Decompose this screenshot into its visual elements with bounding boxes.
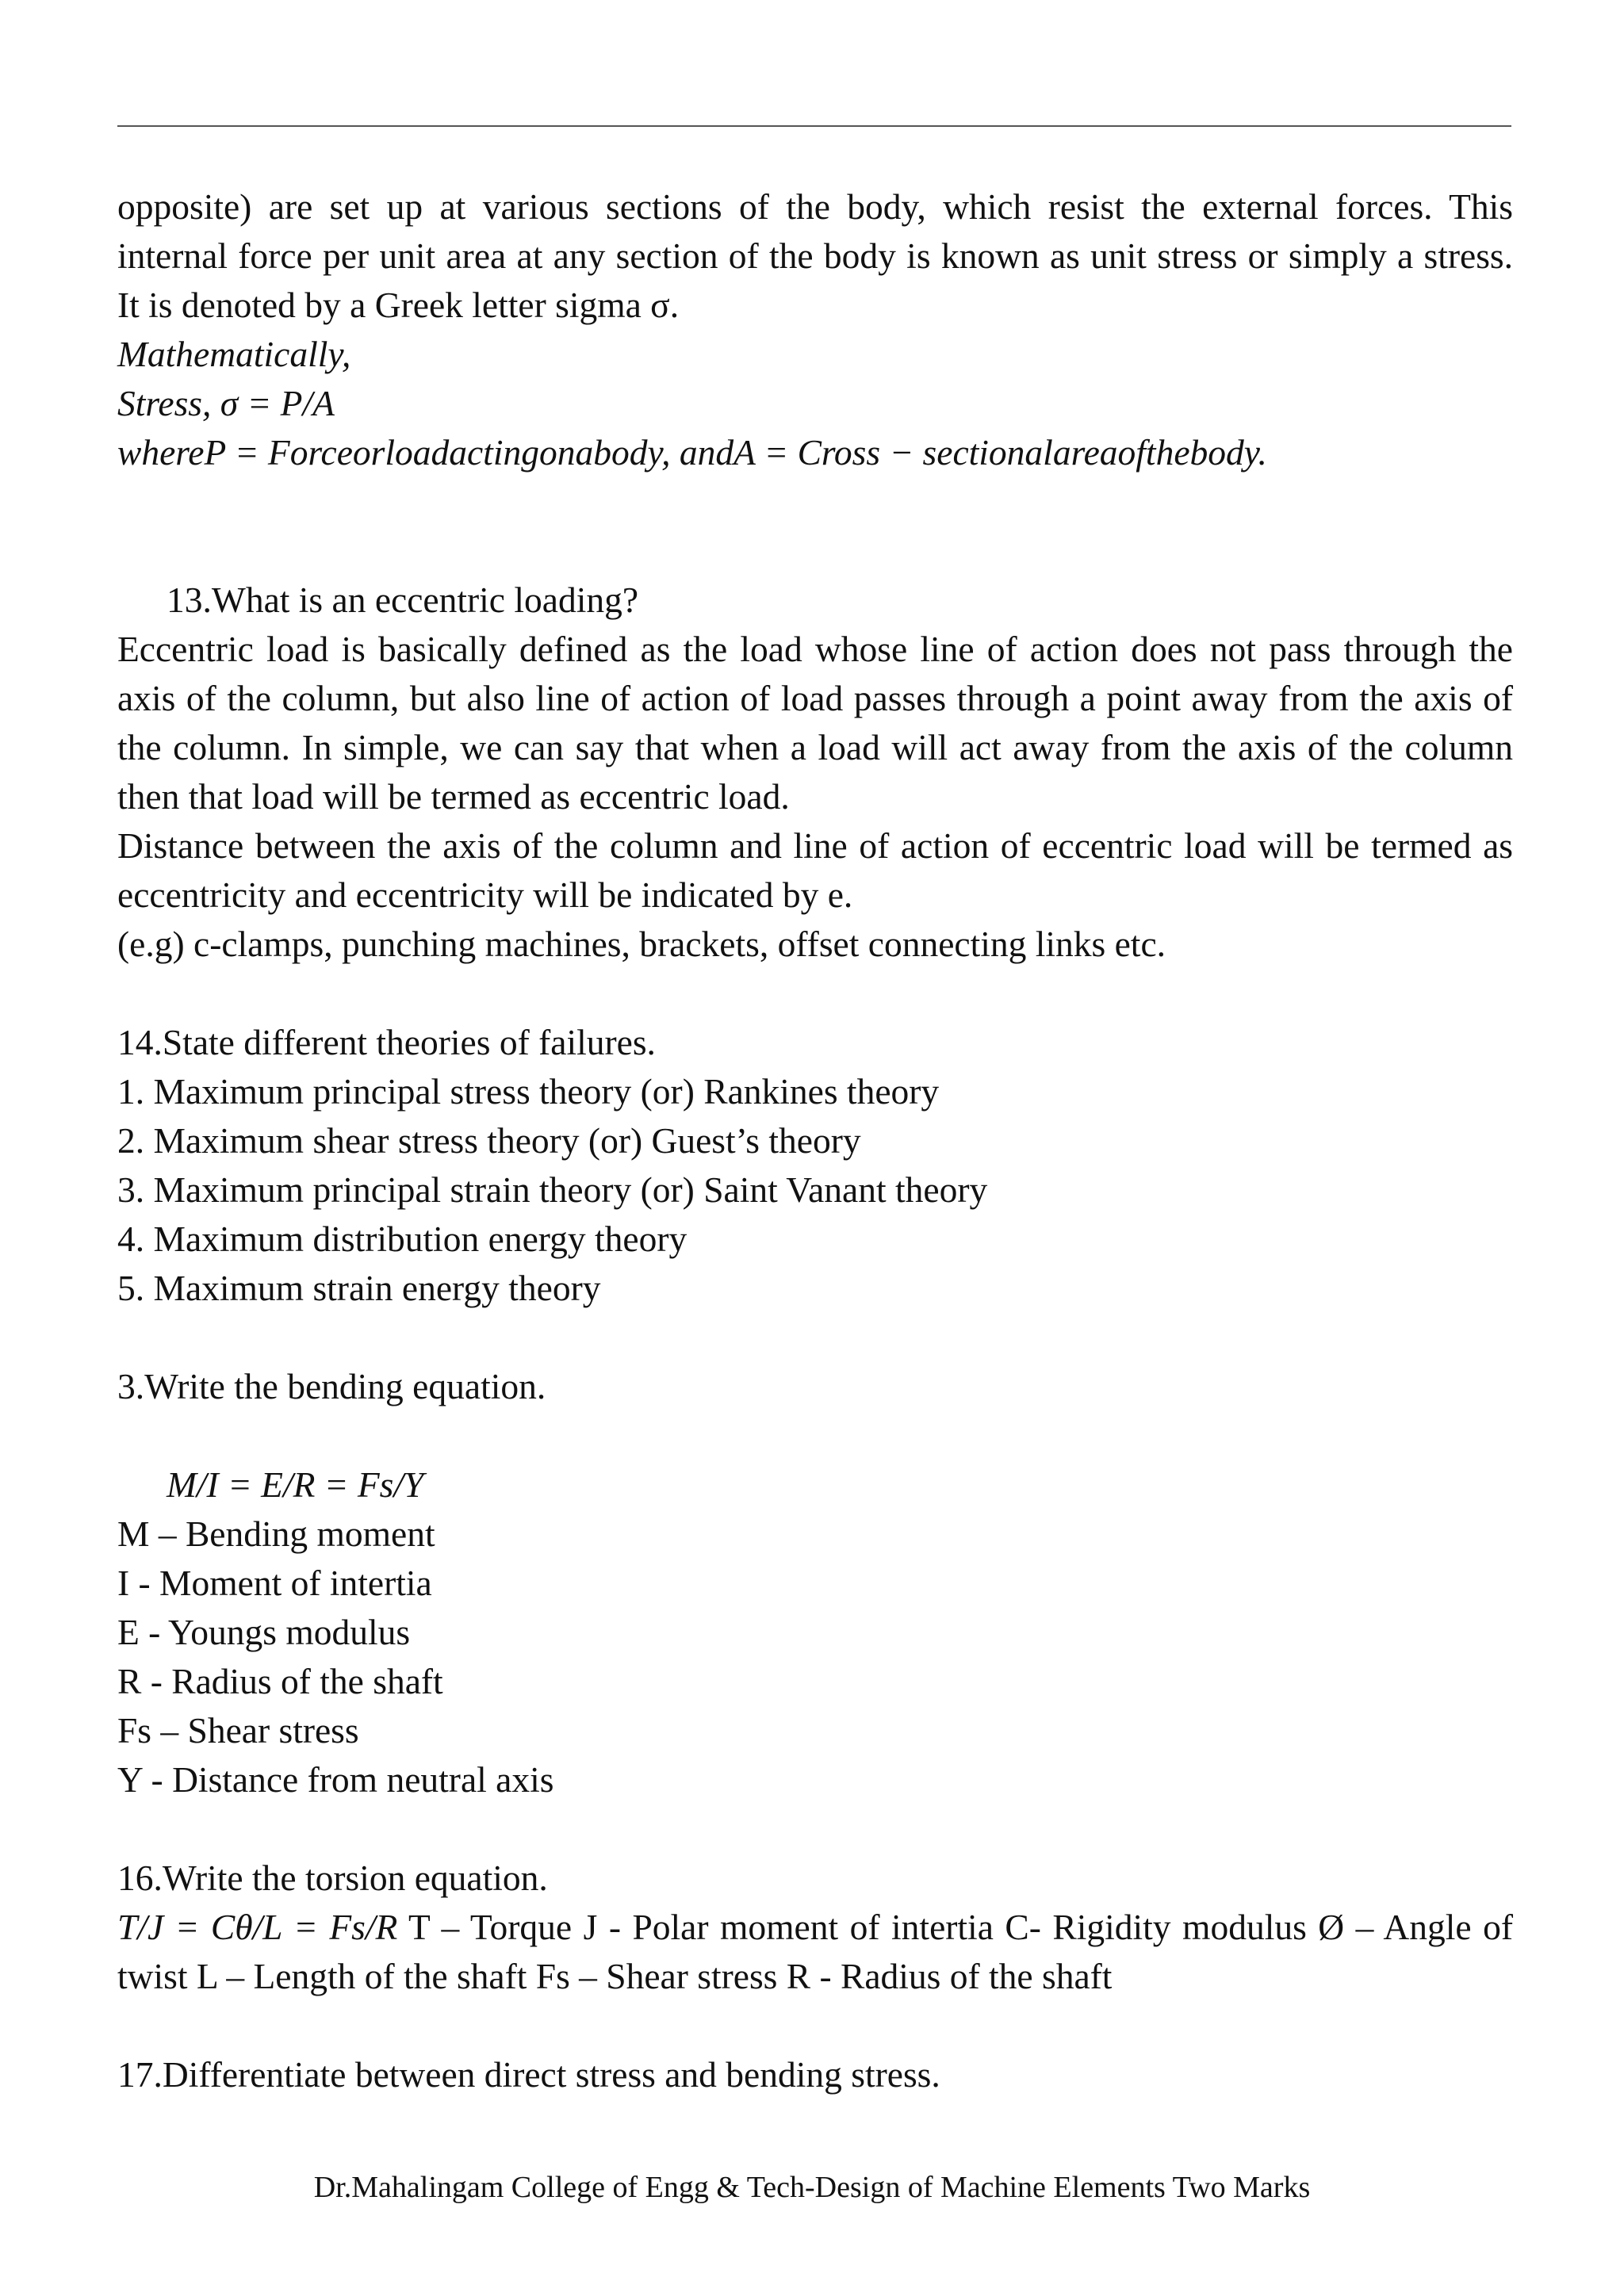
theory-item: 5. Maximum strain energy theory (117, 1268, 601, 1308)
stress-definition: opposite) are set up at various sections of the body, which resist the external forces. This internal force per unit area at any section of the body is known as unit stress or simply a stress. It is denoted by a Greek letter sigma σ. (117, 186, 1513, 325)
spacer (117, 2001, 1513, 2050)
bending-equation: M/I = E/R = Fs/Y (167, 1464, 424, 1505)
theory-item: 4. Maximum distribution energy theory (117, 1219, 688, 1259)
spacer (117, 477, 1513, 576)
q17-title: 17.Differentiate between direct stress and bending stress. (117, 2054, 940, 2095)
math-line-2: Stress, σ = P/A (117, 383, 335, 423)
theory-item: 3. Maximum principal strain theory (or) Saint Vanant theory (117, 1169, 988, 1210)
bending-term: R - Radius of the shaft (117, 1661, 443, 1701)
torsion-terms: T – Torque J - Polar moment of intertia C- Rigidity modulus Ø – Angle of twist L – Length of the shaft Fs – Shear stress R - Radius of the shaft (117, 1907, 1513, 1996)
spacer (117, 1313, 1513, 1362)
bending-term: Y - Distance from neutral axis (117, 1759, 554, 1800)
spacer (117, 1411, 1513, 1460)
bending-term: I - Moment of intertia (117, 1563, 432, 1603)
spacer (117, 969, 1513, 1018)
q13-para-2: Distance between the axis of the column and line of action of eccentric load will be termed as eccentricity and eccentricity will be indicated by e. (117, 825, 1513, 915)
spacer (117, 1804, 1513, 1854)
header-rule (117, 125, 1511, 127)
theory-item: 2. Maximum shear stress theory (or) Guest’s theory (117, 1120, 861, 1161)
q13-para-1: Eccentric load is basically defined as the load whose line of action does not pass through the axis of the column, but also line of action of load passes through a point away from the axis of the column. In simple, we can say that when a load will act away from the axis of the column then that load will be termed as eccentric load. (117, 629, 1513, 817)
math-line-1: Mathematically, (117, 334, 351, 374)
q13-title: 13.What is an eccentric loading? (167, 580, 639, 620)
bending-term: M – Bending moment (117, 1513, 435, 1554)
torsion-paragraph (117, 1903, 1513, 2001)
q16-title: 16.Write the torsion equation. (117, 1858, 548, 1898)
math-line-3: whereP = Forceorloadactingonabody, andA = Cross − sectionalareaofthebody. (117, 432, 1267, 473)
page-footer: Dr.Mahalingam College of Engg & Tech-Design of Machine Elements Two Marks (313, 2171, 1311, 2204)
bending-term: Fs – Shear stress (117, 1710, 359, 1751)
q13-para-3: (e.g) c-clamps, punching machines, brackets, offset connecting links etc. (117, 924, 1166, 964)
q14-title: 14.State different theories of failures. (117, 1022, 656, 1062)
bending-term: E - Youngs modulus (117, 1612, 411, 1652)
theory-item: 1. Maximum principal stress theory (or) Rankines theory (117, 1071, 940, 1112)
q3-title: 3.Write the bending equation. (117, 1366, 546, 1406)
torsion-equation: T/J = Cθ/L = Fs/R (117, 1907, 398, 1947)
page-content (117, 182, 1513, 2099)
